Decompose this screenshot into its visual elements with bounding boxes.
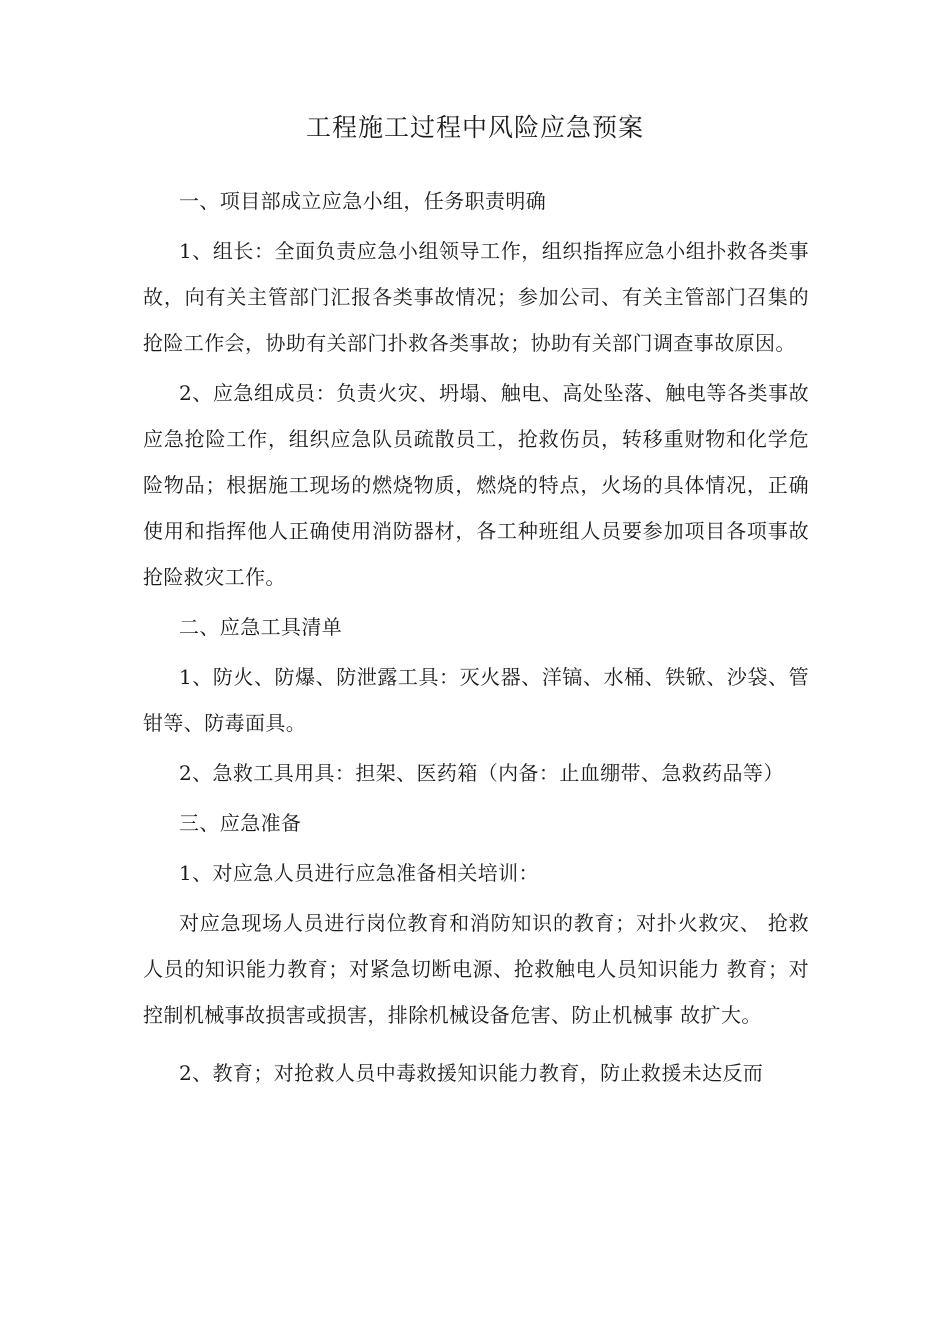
document-body <box>143 178 809 1100</box>
paragraph-education: 对应急现场人员进行岗位教育和消防知识的教育；对扑火救灾、 抢救人员的知识能力教育；对紧急切断电源、抢救触电人员知识能力 教育；对控制机械事故损害或损害，排除机械设备危害、防止机械事 故扩大。 <box>143 911 809 1027</box>
paragraph-rescue-education: 2、教育；对抢救人员中毒救援知识能力教育，防止救援未达反而 <box>179 1061 764 1085</box>
paragraph-team-members: 2、应急组成员：负责火灾、坍塌、触电、高处坠落、触电等各类事故应急抢险工作，组织应急队员疏散员工，抢救伤员，转移重财物和化学危险物品；根据施工现场的燃烧物质，燃烧的特点，火场的具体情况，正确使用和指挥他人正确使用消防器材，各工种班组人员要参加项目各项事故抢险救灾工作。 <box>143 381 809 589</box>
section-heading-1: 一、项目部成立应急小组，任务职责明确 <box>179 189 547 213</box>
paragraph-training: 1、对应急人员进行应急准备相关培训： <box>179 861 539 885</box>
section-heading-2: 二、应急工具清单 <box>179 615 343 639</box>
paragraph-first-aid-tools: 2、急救工具用具：担架、医药箱（内备：止血绷带、急救药品等） <box>179 761 784 785</box>
paragraph-fire-tools: 1、防火、防爆、防泄露工具：灭火器、洋镐、水桶、铁锨、沙袋、管钳等、防毒面具。 <box>143 665 809 735</box>
paragraph-team-leader: 1、组长：全面负责应急小组领导工作，组织指挥应急小组扑救各类事故，向有关主管部门汇报各类事故情况；参加公司、有关主管部门召集的抢险工作会，协助有关部门扑救各类事故；协助有关部门调查事故原因。 <box>143 239 809 355</box>
section-heading-3: 三、应急准备 <box>179 811 302 835</box>
document-title: 工程施工过程中风险应急预案 <box>305 113 644 142</box>
